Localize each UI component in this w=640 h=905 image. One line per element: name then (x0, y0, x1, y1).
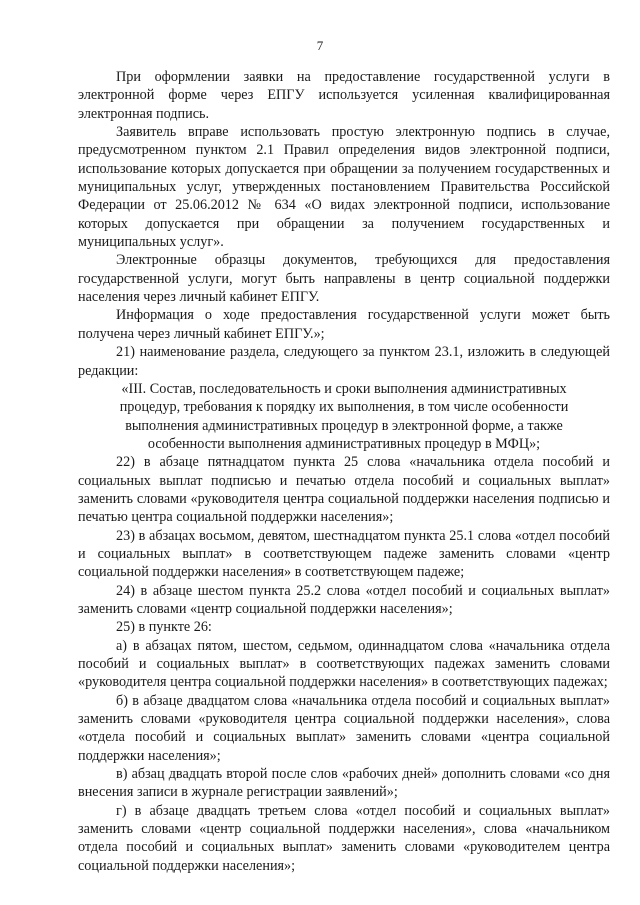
section-heading-iii (78, 380, 610, 453)
paragraph-item-25-a: а) в абзацах пятом, шестом, седьмом, одиннадцатом слова «начальника отдела пособий и социальных выплат» в соответствующих падежах заменить словами «руководителя центра социальной поддержки населения» в соответствующих падежах; (78, 637, 610, 691)
paragraph-item-22: 22) в абзаце пятнадцатом пункта 25 слова «начальника отдела пособий и социальных выплат подписью и печатью отдела пособий и социальных выплат» заменить словами «руководителя центра социальной поддержки населения подписью и печатью центра социальной поддержки населения»; (78, 454, 610, 526)
page-number: 7 (316, 38, 324, 53)
paragraph-electronic-documents: Электронные образцы документов, требующихся для предоставления государственной услуги, могут быть направлены в центр социальной поддержки населения через личный кабинет ЕПГУ. (78, 252, 610, 306)
paragraph-progress-info: Информация о ходе предоставления государственной услуги может быть получена через личный кабинет ЕПГУ.»; (78, 307, 610, 342)
document-body (78, 68, 610, 875)
paragraph-item-24: 24) в абзаце шестом пункта 25.2 слова «отдел пособий и социальных выплат» заменить словами «центр социальной поддержки населения»; (78, 582, 610, 617)
paragraph-item-25: 25) в пункте 26: (116, 619, 212, 636)
heading-line: процедур, требования к порядку их выполнения, в том числе особенности (119, 399, 569, 416)
paragraph-item-23: 23) в абзацах восьмом, девятом, шестнадцатом пункта 25.1 слова «отдел пособий и социальных выплат» в соответствующем падеже заменить словами «центр социальной поддержки населения» в соответствующем падеже; (78, 527, 610, 581)
paragraph-item-25-b: б) в абзаце двадцатом слова «начальника отдела пособий и социальных выплат» заменить словами «руководителя центра социальной поддержки населения», слова «отдела пособий и социальных выплат» заменить словами «центра социальной поддержки населения»; (78, 692, 610, 764)
heading-line: особенности выполнения административных процедур в МФЦ»; (147, 435, 541, 452)
heading-line: «III. Состав, последовательность и сроки выполнения административных (121, 380, 567, 397)
heading-line: выполнения административных процедур в электронной форме, а также (125, 417, 563, 434)
paragraph-item-25-v: в) абзац двадцать второй после слов «рабочих дней» дополнить словами «со дня внесения записи в журнале регистрации заявлений»; (78, 766, 610, 801)
paragraph-item-25-g: г) в абзаце двадцать третьем слова «отдел пособий и социальных выплат» заменить словами «центр социальной поддержки населения», слова «начальником отдела пособий и социальных выплат» заменить словами «руководителем центра социальной поддержки населения»; (78, 802, 610, 874)
paragraph-simple-signature: Заявитель вправе использовать простую электронную подпись в случае, предусмотренном пунктом 2.1 Правил определения видов электронной подписи, использование которых допускается при обращении за получением государственных и муниципальных услуг, утвержденных постановлением Правительства Российской Федерации от 25.06.2012 № 634 «О видах электронной подписи, использование которых допускается при обращении за получением государственных и муниципальных услуг». (78, 124, 610, 251)
paragraph-signature-requirement: При оформлении заявки на предоставление государственной услуги в электронной форме через ЕПГУ используется усиленная квалифицированная электронная подпись. (78, 69, 610, 122)
paragraph-item-21: 21) наименование раздела, следующего за пунктом 23.1, изложить в следующей редакции: (78, 344, 610, 379)
